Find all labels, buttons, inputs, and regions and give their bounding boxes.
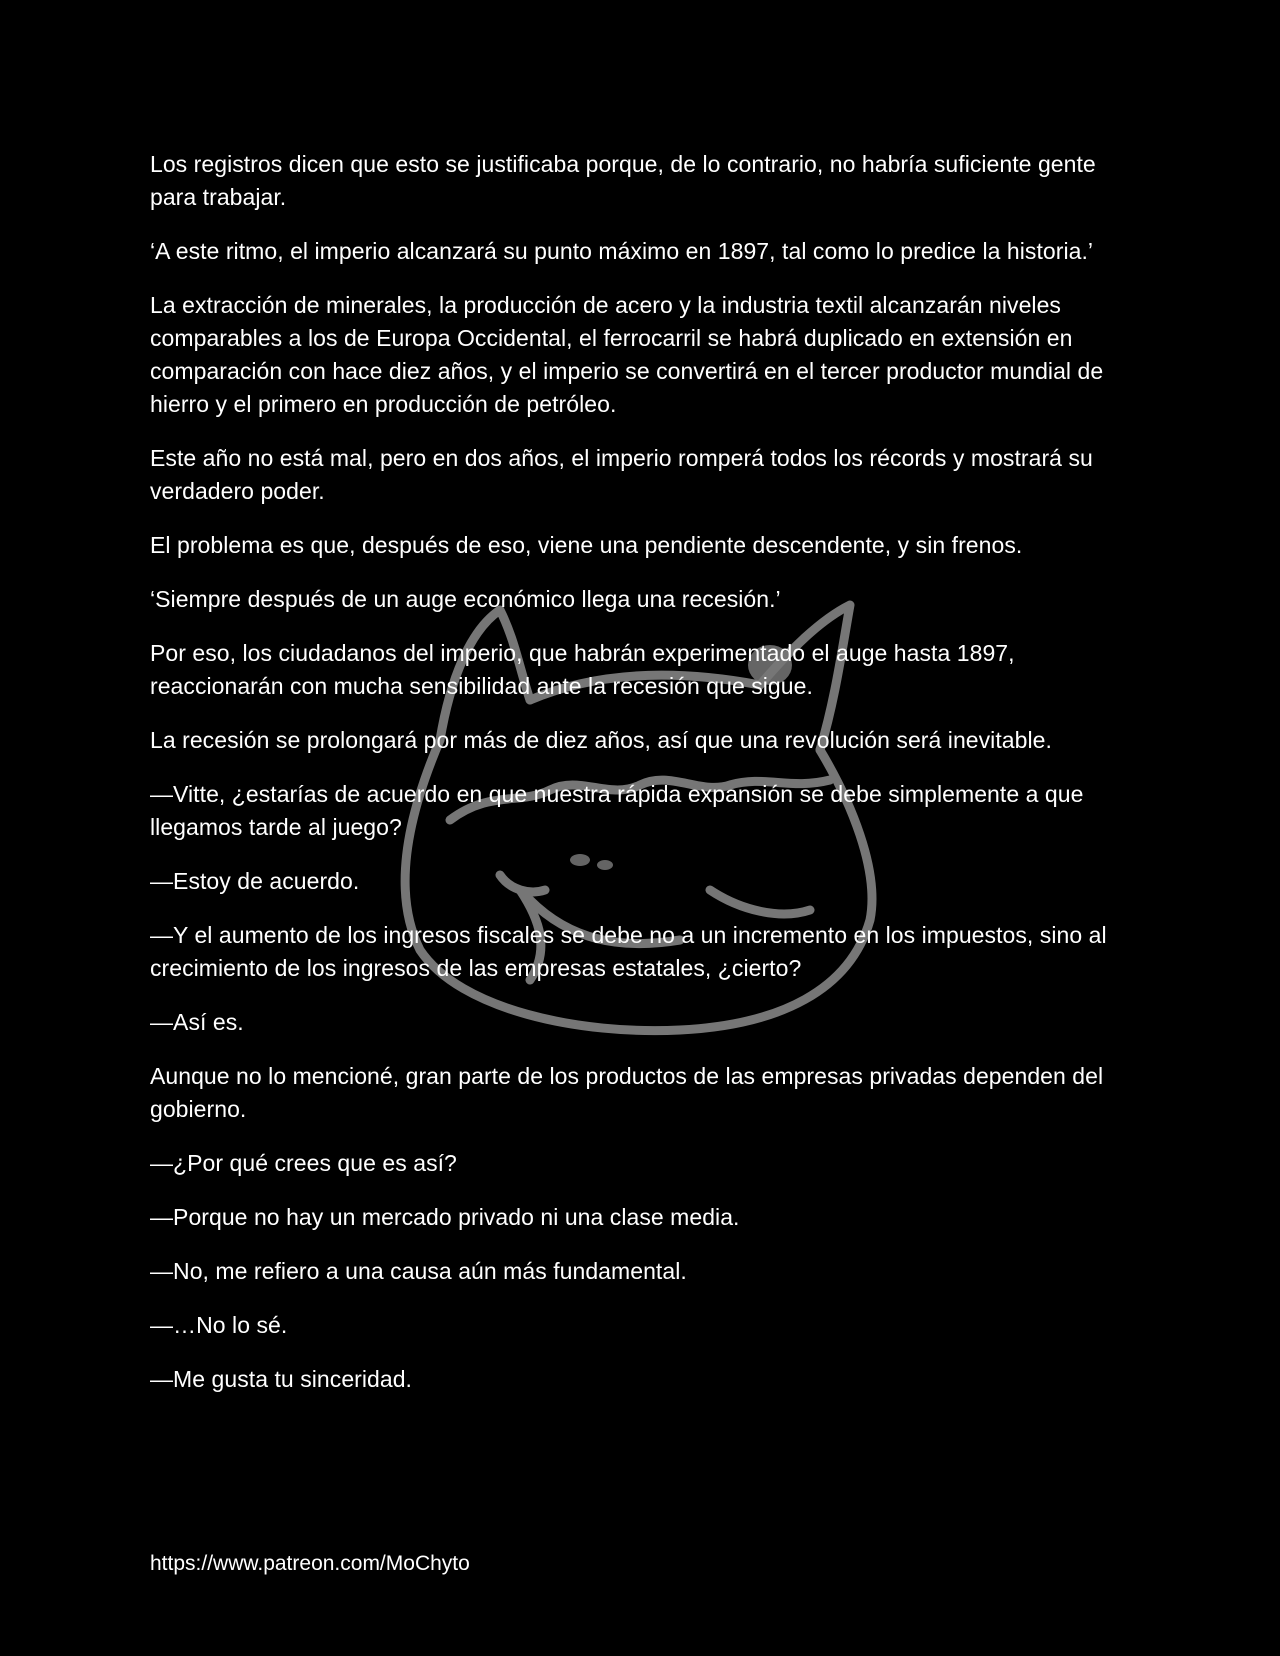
paragraph: Aunque no lo mencioné, gran parte de los productos de las empresas privadas dependen del gobierno. — [150, 1063, 1104, 1122]
paragraph: —…No lo sé. — [150, 1312, 288, 1338]
patreon-link[interactable]: https://www.patreon.com/MoChyto — [150, 1552, 470, 1575]
paragraph: —Vitte, ¿estarías de acuerdo en que nuestra rápida expansión se debe simplemente a que llegamos tarde al juego? — [150, 781, 1084, 840]
paragraph: —No, me refiero a una causa aún más fundamental. — [150, 1258, 687, 1284]
paragraph: El problema es que, después de eso, viene una pendiente descendente, y sin frenos. — [150, 532, 1023, 558]
paragraph: Por eso, los ciudadanos del imperio, que habrán experimentado el auge hasta 1897, reaccionarán con mucha sensibilidad ante la recesión que sigue. — [150, 640, 1015, 699]
paragraph: —Porque no hay un mercado privado ni una clase media. — [150, 1204, 740, 1230]
document-body — [150, 148, 1130, 1417]
paragraph: —Y el aumento de los ingresos fiscales se debe no a un incremento en los impuestos, sino al crecimiento de los ingresos de las empresas estatales, ¿cierto? — [150, 922, 1107, 981]
paragraph: La recesión se prolongará por más de diez años, así que una revolución será inevitable. — [150, 727, 1052, 753]
paragraph: ‘Siempre después de un auge económico llega una recesión.’ — [150, 586, 781, 612]
paragraph: La extracción de minerales, la producción de acero y la industria textil alcanzarán niveles comparables a los de Europa Occidental, el ferrocarril se habrá duplicado en extensión en comparación con hace diez años, y el imperio se convertirá en el tercer productor mundial de hierro y el primero en producción de petróleo. — [150, 292, 1104, 417]
paragraph: —¿Por qué crees que es así? — [150, 1150, 457, 1176]
paragraph: —Me gusta tu sinceridad. — [150, 1366, 412, 1392]
paragraph: Este año no está mal, pero en dos años, el imperio romperá todos los récords y mostrará su verdadero poder. — [150, 445, 1093, 504]
paragraph: —Estoy de acuerdo. — [150, 868, 360, 894]
paragraph: —Así es. — [150, 1009, 244, 1035]
paragraph: ‘A este ritmo, el imperio alcanzará su punto máximo en 1897, tal como lo predice la historia.’ — [150, 238, 1094, 264]
paragraph: Los registros dicen que esto se justificaba porque, de lo contrario, no habría suficiente gente para trabajar. — [150, 151, 1096, 210]
